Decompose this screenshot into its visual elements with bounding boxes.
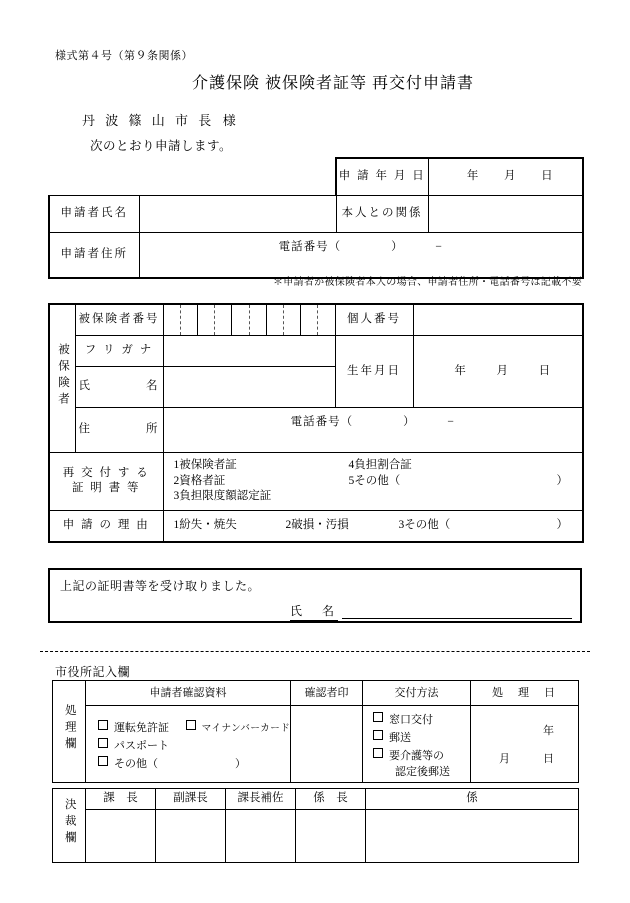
approval-vertical-label-text: 決裁欄 [63, 797, 76, 848]
applicant-note: ＊申請者が被保険者本人の場合、申請者住所・電話番号は記載不要 [273, 277, 582, 288]
checkbox-driver-license[interactable] [98, 722, 169, 734]
option-number: 1 [173, 459, 180, 471]
year-label: 年 [466, 170, 480, 183]
insured-vertical-label-text: 被保険者 [57, 342, 69, 409]
checkbox-label: 要介護等の [389, 749, 444, 762]
furigana-field[interactable] [163, 336, 335, 367]
delivery-items[interactable] [363, 706, 471, 783]
reissue-option-3[interactable] [174, 489, 349, 505]
process-date-header: 処 理 日 [471, 681, 579, 706]
checkbox-row [98, 737, 290, 755]
checkbox-passport[interactable] [98, 740, 169, 752]
verification-items[interactable] [86, 706, 291, 783]
option-number: 3 [173, 490, 180, 503]
option-number: 3 [398, 518, 405, 531]
approval-vertical-label [53, 789, 86, 863]
approval-cell-assistant-chief[interactable] [226, 810, 296, 863]
checkbox-icon[interactable] [373, 730, 383, 740]
option-row [174, 474, 583, 490]
applicant-name-label: 申請者氏名 [49, 196, 139, 233]
furigana-label: フ リ ガ ナ [75, 336, 163, 367]
checkbox-row [98, 755, 290, 773]
table-row [49, 510, 583, 542]
checkbox-row [373, 747, 470, 765]
approval-cell-subsection-chief[interactable] [296, 810, 366, 863]
checkbox-row [373, 711, 470, 729]
checkbox-label-line2: 認定後郵送 [395, 766, 450, 779]
process-vertical-label-text: 処理欄 [63, 704, 76, 754]
option-row [174, 458, 583, 474]
addressee-name: 丹 波 篠 山 市 長 [82, 113, 215, 128]
option-close-paren: ） [556, 474, 568, 487]
option-label: 破損・汚損 [291, 518, 349, 531]
reissue-option-1[interactable] [174, 458, 349, 474]
addressee [82, 110, 236, 129]
my-number-label: 個人番号 [335, 304, 413, 336]
option-number: 5 [348, 474, 355, 487]
process-year-label: 年 [543, 725, 554, 737]
option-label: その他（ [404, 518, 451, 531]
number-cell[interactable] [215, 305, 232, 335]
approval-header-section-chief: 課 長 [86, 789, 156, 810]
insured-name-field[interactable] [163, 367, 335, 408]
checkbox-other[interactable] [98, 758, 246, 770]
addressee-honorific: 様 [222, 113, 236, 128]
checkbox-mail[interactable] [373, 732, 411, 744]
approval-cell-deputy-chief[interactable] [156, 810, 226, 863]
number-cell[interactable] [164, 305, 181, 335]
form-number: 様式第４号（第９条関係） [55, 50, 193, 62]
receipt-box [48, 568, 582, 623]
table-row [49, 408, 583, 453]
approval-cell-staff[interactable] [366, 810, 579, 863]
approval-table [52, 788, 579, 863]
reason-options[interactable] [163, 510, 583, 542]
number-cell[interactable] [198, 305, 215, 335]
confirmer-seal-header: 確認者印 [291, 681, 363, 706]
intro-text: 次のとおり申請します。 [90, 139, 233, 153]
option-label: 負担割合証 [354, 459, 412, 471]
empty-cell [139, 158, 336, 196]
process-vertical-label [53, 681, 86, 783]
verification-header: 申請者確認資料 [86, 681, 291, 706]
table-row [53, 810, 579, 863]
number-cell[interactable] [250, 305, 267, 335]
option-number: 2 [285, 518, 292, 531]
option-label: 資格者証 [179, 474, 226, 487]
reissue-options[interactable] [163, 453, 583, 511]
reissue-label-line1: 再 交 付 す る [62, 466, 150, 479]
table-row [49, 196, 583, 233]
table-row [49, 158, 583, 196]
receipt-statement: 上記の証明書等を受け取りました。 [60, 579, 261, 593]
checkbox-icon[interactable] [186, 720, 196, 730]
relation-field[interactable] [428, 196, 583, 233]
relation-label: 本人との関係 [336, 196, 428, 233]
day-label: 日 [538, 364, 552, 377]
office-table [52, 680, 579, 783]
reissue-option-5[interactable] [349, 474, 583, 490]
checkbox-icon[interactable] [373, 712, 383, 722]
option-label: 紛失・焼失 [179, 518, 237, 531]
year-label: 年 [454, 364, 467, 377]
application-date-value[interactable] [428, 158, 583, 196]
insured-number-label: 被保険者番号 [75, 304, 163, 336]
number-cell[interactable] [181, 305, 198, 335]
checkbox-icon[interactable] [98, 720, 108, 730]
table-row [53, 789, 579, 810]
insured-name-label: 氏 名 [75, 367, 163, 408]
insured-tel-label: 電話番号（ ） − [290, 416, 455, 429]
process-date-field[interactable] [471, 706, 579, 783]
applicant-address-label: 申請者住所 [49, 233, 139, 279]
receipt-signature-line[interactable] [342, 618, 572, 619]
checkbox-label: マイナンバーカード [201, 724, 291, 735]
insured-address-label: 住 所 [75, 408, 163, 453]
option-label: 負担限度額認定証 [179, 490, 272, 503]
table-row [53, 681, 579, 706]
applicant-table [48, 157, 584, 279]
checkbox-my-number-card[interactable] [186, 722, 290, 734]
option-label: その他（ [354, 474, 401, 487]
number-cell[interactable] [267, 305, 284, 335]
month-label: 月 [503, 170, 517, 183]
checkbox-icon[interactable] [373, 748, 383, 758]
number-cell[interactable] [232, 305, 249, 335]
approval-header-staff: 係 [366, 789, 579, 810]
birth-date-label: 生年月日 [335, 336, 413, 408]
confirmer-seal-field[interactable] [291, 706, 363, 783]
applicant-tel-label: 電話番号（ ） − [278, 241, 443, 254]
checkbox-icon[interactable] [98, 738, 108, 748]
insured-address-field[interactable] [163, 408, 583, 453]
insured-table [48, 303, 584, 543]
option-close-paren: ） [556, 518, 568, 531]
checkbox-label: その他（ ） [114, 757, 246, 770]
process-month-label: 月 [499, 753, 510, 765]
checkbox-label: 窓口交付 [389, 713, 433, 726]
delivery-method-header: 交付方法 [363, 681, 471, 706]
empty-cell [49, 158, 139, 196]
insured-number-grid[interactable] [163, 304, 335, 336]
checkbox-mail-after-certification[interactable] [373, 750, 444, 762]
office-section-label: 市役所記入欄 [55, 665, 131, 679]
checkbox-row [373, 729, 470, 747]
reissue-label-line2: 証 明 書 等 [71, 482, 141, 495]
month-label: 月 [496, 364, 509, 377]
page-title: 介護保険 被保険者証等 再交付申請書 [191, 75, 474, 92]
checkbox-row [98, 719, 290, 737]
approval-header-assistant-chief: 課長補佐 [226, 789, 296, 810]
approval-header-subsection-chief: 係 長 [296, 789, 366, 810]
applicant-name-field[interactable] [139, 196, 336, 233]
reissue-label [49, 453, 163, 511]
approval-header-deputy-chief: 副課長 [156, 789, 226, 810]
reason-option-3[interactable] [399, 518, 583, 534]
checkbox-counter-delivery[interactable] [373, 714, 433, 726]
checkbox-label: 運転免許証 [114, 722, 169, 735]
application-date-label: 申 請 年 月 日 [336, 158, 428, 196]
day-label: 日 [541, 170, 554, 183]
insured-vertical-label [49, 304, 75, 453]
process-day-label: 日 [543, 753, 554, 765]
birth-date-value[interactable] [413, 336, 583, 408]
number-cell[interactable] [301, 305, 318, 335]
checkbox-label: 郵送 [389, 731, 411, 744]
my-number-field[interactable] [413, 304, 583, 336]
approval-cell-section-chief[interactable] [86, 810, 156, 863]
table-row [49, 336, 583, 367]
option-row [174, 489, 583, 505]
table-row [49, 304, 583, 336]
number-cell[interactable] [284, 305, 301, 335]
table-row [53, 706, 579, 783]
checkbox-row [373, 764, 470, 781]
reissue-option-2[interactable] [174, 474, 349, 490]
option-number: 4 [348, 459, 355, 471]
section-separator [40, 651, 590, 652]
table-row [49, 233, 583, 279]
number-cell[interactable] [318, 305, 334, 335]
reason-option-2[interactable] [286, 518, 399, 534]
receipt-signature-label: 氏 名 [290, 602, 338, 621]
option-number: 2 [173, 474, 180, 487]
reason-option-1[interactable] [174, 518, 286, 534]
table-row [49, 453, 583, 511]
checkbox-icon[interactable] [98, 756, 108, 766]
applicant-address-field[interactable] [139, 233, 583, 279]
option-number: 1 [173, 518, 180, 531]
reason-label: 申 請 の 理 由 [49, 510, 163, 542]
reissue-option-4[interactable] [349, 458, 412, 474]
checkbox-label: パスポート [114, 740, 169, 753]
option-label: 被保険者証 [179, 459, 237, 471]
